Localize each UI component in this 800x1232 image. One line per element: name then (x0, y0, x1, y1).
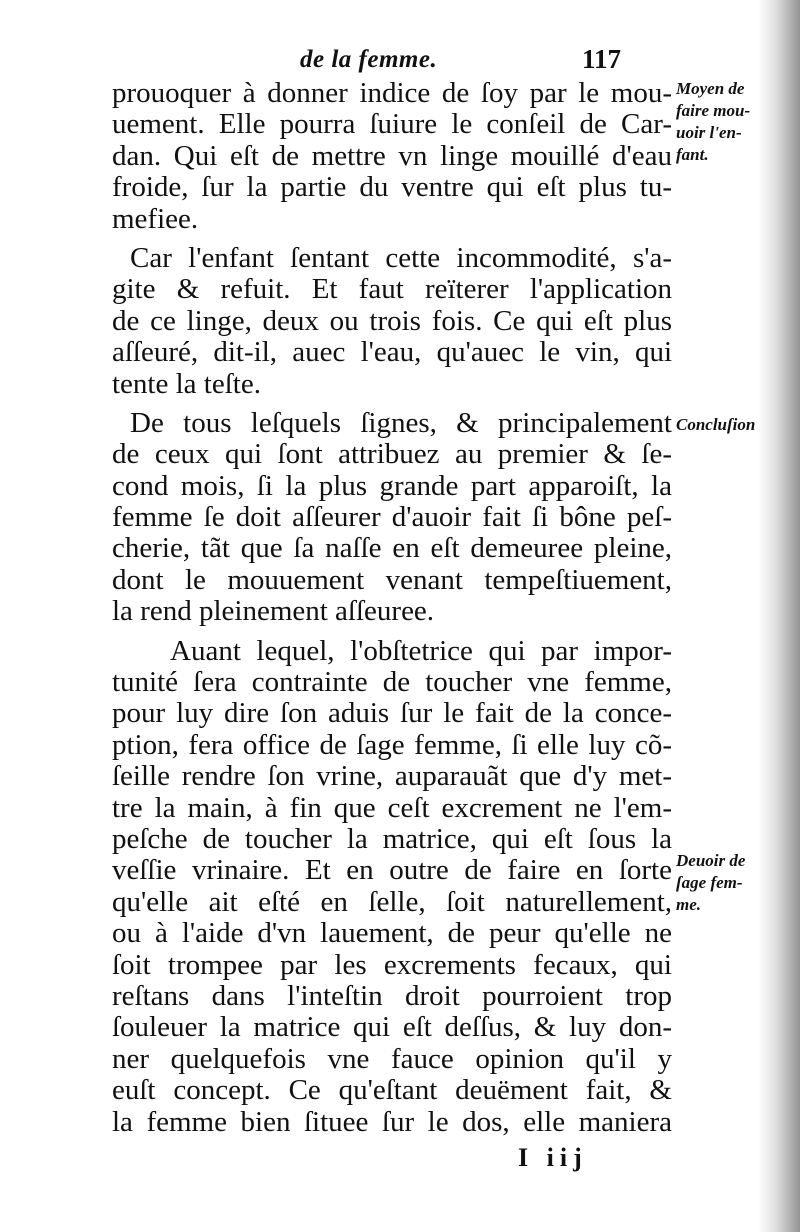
text-line: Car l'enfant ſentant cette incommodité, s'a- (130, 241, 672, 274)
text-line: euſt concept. Ce qu'eſtant deuëment fait, & (112, 1074, 672, 1107)
text-line: de ceux qui ſont attribuez au premier & ſe- (112, 438, 672, 471)
margin-note-line: ſage fem- (676, 873, 743, 892)
margin-note-line: faire mou- (676, 101, 751, 120)
text-line: femme ſe doit aſſeurer d'auoir fait ſi bône peſ- (112, 501, 672, 534)
text-line: la rend pleinement aſſeuree. (112, 595, 435, 628)
text-line: ner quelquefois vne fauce opinion qu'il y (112, 1042, 672, 1075)
text-line: aſſeuré, dit-il, auec l'eau, qu'auec le vin, qui (112, 336, 672, 369)
text-line: ſoit trompee par les excrements fecaux, qui (112, 948, 672, 981)
text-line: ſouleuer la matrice qui eſt deſſus, & luy don- (112, 1011, 672, 1044)
text-line: De tous leſquels ſignes, & principalement (130, 406, 672, 439)
body-text (112, 78, 672, 1138)
text-line: cond mois, ſi la plus grande part apparoiſt, la (112, 469, 672, 502)
text-line: froide, ſur la partie du ventre qui eſt plus tu- (112, 171, 672, 204)
text-line: ption, fera office de ſage femme, ſi elle luy cõ- (112, 728, 672, 761)
running-title: de la femme. (300, 46, 438, 73)
text-line: tente la teſte. (112, 367, 261, 400)
text-line: mefiee. (112, 202, 199, 235)
text-line: peſche de toucher la matrice, qui eſt ſous la (112, 822, 672, 855)
margin-note-moyen (676, 78, 786, 166)
signature-mark: I iij (518, 1143, 588, 1172)
text-line: de ce linge, deux ou trois fois. Ce qui eſt plus (112, 304, 672, 337)
text-line: dan. Qui eſt de mettre vn linge mouillé d'eau (112, 139, 672, 172)
text-line: la femme bien ſituee ſur le dos, elle maniera (112, 1105, 672, 1138)
margin-note-line: Deuoir de (676, 851, 746, 870)
binding-shadow (758, 0, 800, 1232)
text-line: gite & refuit. Et faut reïterer l'application (112, 273, 672, 306)
margin-note-line: fant. (676, 145, 709, 164)
text-line: pour luy dire ſon aduis ſur le fait de la conce- (112, 697, 672, 730)
text-line: ſeille rendre ſon vrine, auparauãt que d'y met- (112, 760, 672, 793)
text-line: tre la main, à fin que ceſt excrement ne l'em- (112, 791, 672, 824)
text-line: qu'elle ait eſté en ſelle, ſoit naturellement, (112, 885, 672, 918)
margin-note-line: uoir l'en- (676, 123, 742, 142)
margin-note-line: Moyen de (676, 79, 745, 98)
page-number: 117 (582, 44, 622, 74)
text-line: cherie, tãt que ſa naſſe en eſt demeuree pleine, (112, 532, 672, 565)
text-line: veſſie vrinaire. Et en outre de faire en ſorte (112, 854, 672, 887)
text-line: ou à l'aide d'vn lauement, de peur qu'elle ne (112, 917, 672, 950)
text-line: reſtans dans l'inteſtin droit pourroient trop (112, 979, 672, 1012)
margin-note-line: me. (676, 895, 702, 914)
text-line: uement. Elle pourra ſuiure le conſeil de Car- (112, 108, 672, 141)
margin-note-line: Concluſion (676, 415, 756, 434)
text-line: Auant lequel, l'obſtetrice qui par impor- (170, 634, 672, 667)
text-line: tunité ſera contrainte de toucher vne femme, (112, 666, 672, 699)
margin-note-devoir (676, 850, 786, 916)
margin-note-conclusion (676, 414, 786, 436)
text-line: dont le mouuement venant tempeſtiuement, (112, 563, 672, 596)
text-line: prouoquer à donner indice de ſoy par le mou- (112, 77, 672, 109)
